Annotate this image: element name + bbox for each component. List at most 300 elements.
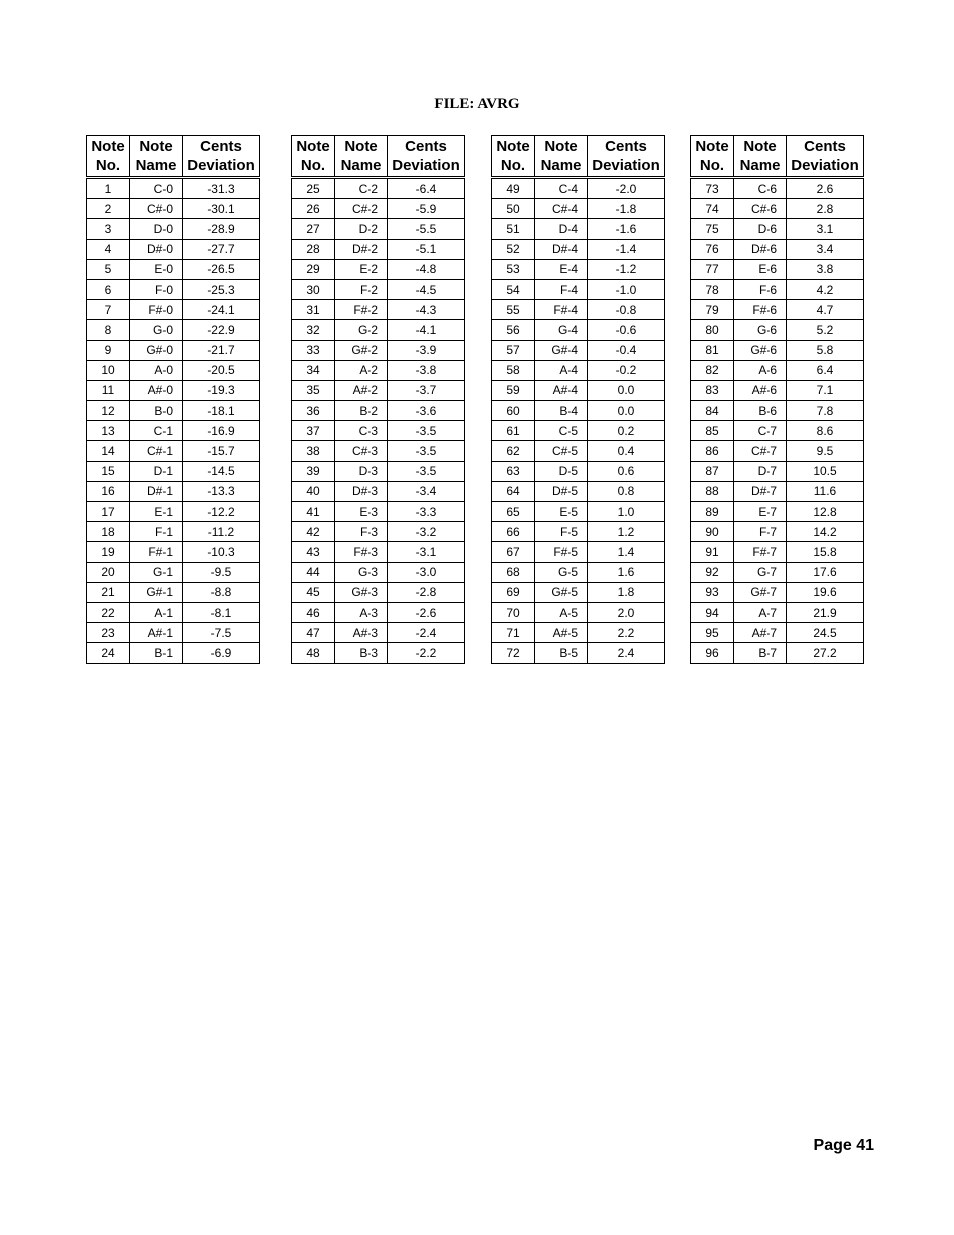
cents-table-2 <box>291 135 465 664</box>
table-row <box>87 441 260 461</box>
table-row <box>492 259 665 279</box>
note-no-cell: 48 <box>292 643 335 663</box>
table-row <box>87 582 260 602</box>
note-no-cell: 46 <box>292 602 335 622</box>
cents-cell: -3.4 <box>388 481 465 501</box>
table-row <box>87 401 260 421</box>
note-no-cell: 69 <box>492 582 535 602</box>
cents-cell: -19.3 <box>183 380 260 400</box>
note-name-cell: F-6 <box>734 279 787 299</box>
table-row <box>292 522 465 542</box>
note-name-cell: G#-0 <box>130 340 183 360</box>
note-name-cell: F-4 <box>535 279 588 299</box>
note-no-cell: 85 <box>691 421 734 441</box>
table-row <box>87 259 260 279</box>
table-row <box>691 643 864 663</box>
cents-cell: -11.2 <box>183 522 260 542</box>
table-row <box>691 401 864 421</box>
note-no-cell: 89 <box>691 502 734 522</box>
table-row <box>691 360 864 380</box>
note-name-cell: B-6 <box>734 401 787 421</box>
cents-cell: 12.8 <box>787 502 864 522</box>
cents-cell: -2.4 <box>388 623 465 643</box>
note-no-cell: 9 <box>87 340 130 360</box>
note-name-cell: G-5 <box>535 562 588 582</box>
cents-cell: -21.7 <box>183 340 260 360</box>
note-no-cell: 19 <box>87 542 130 562</box>
cents-cell: -6.4 <box>388 178 465 199</box>
note-no-cell: 2 <box>87 199 130 219</box>
note-name-cell: C-2 <box>335 178 388 199</box>
note-name-cell: E-1 <box>130 502 183 522</box>
cents-cell: 2.6 <box>787 178 864 199</box>
table-row <box>492 199 665 219</box>
note-name-cell: B-1 <box>130 643 183 663</box>
cents-cell: -3.5 <box>388 441 465 461</box>
note-name-cell: B-5 <box>535 643 588 663</box>
note-name-cell: G-4 <box>535 320 588 340</box>
note-no-cell: 64 <box>492 481 535 501</box>
note-name-cell: G-7 <box>734 562 787 582</box>
table-row <box>492 542 665 562</box>
note-name-cell: B-3 <box>335 643 388 663</box>
table-row <box>492 340 665 360</box>
table-row <box>492 360 665 380</box>
note-no-cell: 47 <box>292 623 335 643</box>
header-note-name: Note Name <box>535 136 588 178</box>
cents-cell: -27.7 <box>183 239 260 259</box>
note-no-cell: 92 <box>691 562 734 582</box>
note-no-cell: 82 <box>691 360 734 380</box>
note-no-cell: 49 <box>492 178 535 199</box>
cents-cell: -9.5 <box>183 562 260 582</box>
note-name-cell: G#-2 <box>335 340 388 360</box>
note-no-cell: 62 <box>492 441 535 461</box>
note-no-cell: 37 <box>292 421 335 441</box>
cents-cell: 2.4 <box>588 643 665 663</box>
note-no-cell: 53 <box>492 259 535 279</box>
note-no-cell: 42 <box>292 522 335 542</box>
header-note-no: Note No. <box>691 136 734 178</box>
header-note-name: Note Name <box>734 136 787 178</box>
note-name-cell: G-3 <box>335 562 388 582</box>
cents-cell: 1.6 <box>588 562 665 582</box>
note-no-cell: 1 <box>87 178 130 199</box>
table-row <box>87 320 260 340</box>
note-no-cell: 32 <box>292 320 335 340</box>
cents-cell: 1.4 <box>588 542 665 562</box>
note-no-cell: 31 <box>292 300 335 320</box>
note-no-cell: 50 <box>492 199 535 219</box>
note-name-cell: D#-5 <box>535 481 588 501</box>
note-no-cell: 77 <box>691 259 734 279</box>
note-name-cell: D#-3 <box>335 481 388 501</box>
note-name-cell: A#-4 <box>535 380 588 400</box>
cents-cell: 1.8 <box>588 582 665 602</box>
cents-cell: -2.0 <box>588 178 665 199</box>
note-no-cell: 25 <box>292 178 335 199</box>
note-no-cell: 71 <box>492 623 535 643</box>
cents-cell: -3.5 <box>388 421 465 441</box>
page-number: Page 41 <box>813 1137 874 1154</box>
cents-cell: 14.2 <box>787 522 864 542</box>
note-name-cell: B-2 <box>335 401 388 421</box>
table-row <box>492 582 665 602</box>
note-name-cell: F#-3 <box>335 542 388 562</box>
cents-cell: -0.4 <box>588 340 665 360</box>
note-no-cell: 28 <box>292 239 335 259</box>
note-no-cell: 22 <box>87 602 130 622</box>
table-row <box>292 401 465 421</box>
note-name-cell: F-7 <box>734 522 787 542</box>
note-no-cell: 95 <box>691 623 734 643</box>
cents-cell: -0.2 <box>588 360 665 380</box>
cents-cell: -1.6 <box>588 219 665 239</box>
cents-cell: -0.6 <box>588 320 665 340</box>
note-no-cell: 51 <box>492 219 535 239</box>
note-no-cell: 41 <box>292 502 335 522</box>
cents-cell: -0.8 <box>588 300 665 320</box>
header-cents-deviation: Cents Deviation <box>388 136 465 178</box>
table-row <box>292 481 465 501</box>
note-no-cell: 10 <box>87 360 130 380</box>
table-row <box>492 401 665 421</box>
table-row <box>492 461 665 481</box>
cents-cell: 27.2 <box>787 643 864 663</box>
note-name-cell: F-3 <box>335 522 388 542</box>
note-no-cell: 38 <box>292 441 335 461</box>
table-row <box>87 461 260 481</box>
note-name-cell: A-6 <box>734 360 787 380</box>
table-row <box>292 340 465 360</box>
table-row <box>691 199 864 219</box>
table-row <box>87 340 260 360</box>
cents-cell: 3.1 <box>787 219 864 239</box>
note-name-cell: D#-0 <box>130 239 183 259</box>
note-name-cell: G#-4 <box>535 340 588 360</box>
note-no-cell: 45 <box>292 582 335 602</box>
table-row <box>292 199 465 219</box>
note-no-cell: 56 <box>492 320 535 340</box>
note-no-cell: 96 <box>691 643 734 663</box>
table-row <box>87 481 260 501</box>
table-row <box>492 481 665 501</box>
note-no-cell: 90 <box>691 522 734 542</box>
note-name-cell: D#-6 <box>734 239 787 259</box>
cents-table-1 <box>86 135 260 664</box>
note-no-cell: 94 <box>691 602 734 622</box>
note-no-cell: 87 <box>691 461 734 481</box>
note-name-cell: F#-5 <box>535 542 588 562</box>
cents-cell: -4.5 <box>388 279 465 299</box>
cents-cell: -3.8 <box>388 360 465 380</box>
cents-cell: 9.5 <box>787 441 864 461</box>
note-name-cell: E-3 <box>335 502 388 522</box>
cents-cell: -26.5 <box>183 259 260 279</box>
note-no-cell: 72 <box>492 643 535 663</box>
table-row <box>292 542 465 562</box>
note-no-cell: 80 <box>691 320 734 340</box>
cents-cell: -2.6 <box>388 602 465 622</box>
note-no-cell: 57 <box>492 340 535 360</box>
cents-cell: -1.8 <box>588 199 665 219</box>
cents-cell: 0.2 <box>588 421 665 441</box>
note-name-cell: C-4 <box>535 178 588 199</box>
note-no-cell: 14 <box>87 441 130 461</box>
note-no-cell: 35 <box>292 380 335 400</box>
note-name-cell: G-1 <box>130 562 183 582</box>
note-name-cell: D#-7 <box>734 481 787 501</box>
table-row <box>492 279 665 299</box>
note-name-cell: D-4 <box>535 219 588 239</box>
cents-cell: -7.5 <box>183 623 260 643</box>
cents-cell: 10.5 <box>787 461 864 481</box>
cents-cell: -30.1 <box>183 199 260 219</box>
note-no-cell: 12 <box>87 401 130 421</box>
table-row <box>292 502 465 522</box>
note-name-cell: G-0 <box>130 320 183 340</box>
note-no-cell: 36 <box>292 401 335 421</box>
table-row <box>691 279 864 299</box>
note-name-cell: C-5 <box>535 421 588 441</box>
note-no-cell: 26 <box>292 199 335 219</box>
cents-cell: -4.8 <box>388 259 465 279</box>
note-no-cell: 13 <box>87 421 130 441</box>
cents-cell: -3.1 <box>388 542 465 562</box>
note-no-cell: 39 <box>292 461 335 481</box>
header-cents-deviation: Cents Deviation <box>588 136 665 178</box>
note-name-cell: B-7 <box>734 643 787 663</box>
table-row <box>292 219 465 239</box>
header-note-no: Note No. <box>87 136 130 178</box>
cents-cell: -5.5 <box>388 219 465 239</box>
cents-cell: -1.0 <box>588 279 665 299</box>
cents-cell: 0.4 <box>588 441 665 461</box>
table-row <box>492 441 665 461</box>
note-no-cell: 58 <box>492 360 535 380</box>
note-name-cell: G#-7 <box>734 582 787 602</box>
note-no-cell: 83 <box>691 380 734 400</box>
note-no-cell: 21 <box>87 582 130 602</box>
note-no-cell: 65 <box>492 502 535 522</box>
table-row <box>492 522 665 542</box>
cents-cell: -28.9 <box>183 219 260 239</box>
table-row <box>691 380 864 400</box>
note-name-cell: D-0 <box>130 219 183 239</box>
note-no-cell: 4 <box>87 239 130 259</box>
note-no-cell: 54 <box>492 279 535 299</box>
cents-cell: -13.3 <box>183 481 260 501</box>
table-row <box>292 380 465 400</box>
table-row <box>292 623 465 643</box>
note-name-cell: D#-4 <box>535 239 588 259</box>
table-row <box>87 360 260 380</box>
note-no-cell: 76 <box>691 239 734 259</box>
cents-cell: -2.2 <box>388 643 465 663</box>
table-row <box>87 239 260 259</box>
note-name-cell: G#-6 <box>734 340 787 360</box>
note-name-cell: E-5 <box>535 502 588 522</box>
header-note-no: Note No. <box>492 136 535 178</box>
header-cents-deviation: Cents Deviation <box>183 136 260 178</box>
table-row <box>691 602 864 622</box>
cents-cell: 7.8 <box>787 401 864 421</box>
note-name-cell: A-5 <box>535 602 588 622</box>
table-row <box>87 542 260 562</box>
cents-cell: 0.6 <box>588 461 665 481</box>
note-name-cell: C-1 <box>130 421 183 441</box>
cents-cell: -5.9 <box>388 199 465 219</box>
note-name-cell: C-6 <box>734 178 787 199</box>
table-row <box>292 239 465 259</box>
note-name-cell: A#-6 <box>734 380 787 400</box>
cents-cell: 21.9 <box>787 602 864 622</box>
table-row <box>691 259 864 279</box>
cents-cell: -12.2 <box>183 502 260 522</box>
note-name-cell: G#-3 <box>335 582 388 602</box>
note-name-cell: F-0 <box>130 279 183 299</box>
note-name-cell: D-5 <box>535 461 588 481</box>
table-row <box>292 643 465 663</box>
cents-cell: -3.7 <box>388 380 465 400</box>
note-name-cell: D-7 <box>734 461 787 481</box>
table-row <box>492 602 665 622</box>
note-no-cell: 52 <box>492 239 535 259</box>
table-row <box>87 421 260 441</box>
note-no-cell: 70 <box>492 602 535 622</box>
table-row <box>492 502 665 522</box>
table-row <box>87 562 260 582</box>
note-no-cell: 91 <box>691 542 734 562</box>
note-no-cell: 81 <box>691 340 734 360</box>
note-no-cell: 93 <box>691 582 734 602</box>
note-name-cell: A-0 <box>130 360 183 380</box>
note-name-cell: F#-7 <box>734 542 787 562</box>
cents-cell: 4.7 <box>787 300 864 320</box>
table-row <box>87 178 260 199</box>
note-no-cell: 44 <box>292 562 335 582</box>
cents-cell: -3.9 <box>388 340 465 360</box>
cents-cell: 6.4 <box>787 360 864 380</box>
cents-cell: -6.9 <box>183 643 260 663</box>
table-row <box>492 562 665 582</box>
cents-cell: -3.5 <box>388 461 465 481</box>
note-no-cell: 20 <box>87 562 130 582</box>
cents-cell: -5.1 <box>388 239 465 259</box>
table-row <box>292 582 465 602</box>
table-row <box>292 178 465 199</box>
cents-cell: 15.8 <box>787 542 864 562</box>
table-row <box>691 623 864 643</box>
note-no-cell: 68 <box>492 562 535 582</box>
table-row <box>691 219 864 239</box>
cents-cell: -3.0 <box>388 562 465 582</box>
cents-cell: -3.2 <box>388 522 465 542</box>
note-name-cell: D#-1 <box>130 481 183 501</box>
header-note-no: Note No. <box>292 136 335 178</box>
note-no-cell: 60 <box>492 401 535 421</box>
note-no-cell: 61 <box>492 421 535 441</box>
note-no-cell: 63 <box>492 461 535 481</box>
table-row <box>691 582 864 602</box>
note-name-cell: A-1 <box>130 602 183 622</box>
table-row <box>292 441 465 461</box>
cents-cell: -16.9 <box>183 421 260 441</box>
note-no-cell: 33 <box>292 340 335 360</box>
cents-cell: -1.2 <box>588 259 665 279</box>
table-row <box>87 219 260 239</box>
note-no-cell: 73 <box>691 178 734 199</box>
table-row <box>691 542 864 562</box>
note-no-cell: 66 <box>492 522 535 542</box>
note-no-cell: 40 <box>292 481 335 501</box>
note-name-cell: F#-4 <box>535 300 588 320</box>
cents-cell: 2.0 <box>588 602 665 622</box>
note-no-cell: 30 <box>292 279 335 299</box>
note-no-cell: 24 <box>87 643 130 663</box>
note-no-cell: 75 <box>691 219 734 239</box>
note-name-cell: A#-3 <box>335 623 388 643</box>
cents-cell: 1.2 <box>588 522 665 542</box>
note-no-cell: 67 <box>492 542 535 562</box>
note-no-cell: 11 <box>87 380 130 400</box>
note-name-cell: C#-2 <box>335 199 388 219</box>
note-name-cell: F#-0 <box>130 300 183 320</box>
note-name-cell: C-7 <box>734 421 787 441</box>
table-row <box>492 320 665 340</box>
table-row <box>292 259 465 279</box>
table-row <box>87 522 260 542</box>
cents-cell: 4.2 <box>787 279 864 299</box>
note-no-cell: 34 <box>292 360 335 380</box>
header-note-name: Note Name <box>130 136 183 178</box>
cents-cell: 5.2 <box>787 320 864 340</box>
cents-cell: -1.4 <box>588 239 665 259</box>
table-row <box>691 522 864 542</box>
cents-cell: -8.1 <box>183 602 260 622</box>
table-row <box>691 562 864 582</box>
table-row <box>87 380 260 400</box>
note-name-cell: C#-7 <box>734 441 787 461</box>
cents-cell: 3.8 <box>787 259 864 279</box>
table-row <box>292 360 465 380</box>
table-row <box>492 421 665 441</box>
note-no-cell: 16 <box>87 481 130 501</box>
note-no-cell: 3 <box>87 219 130 239</box>
note-name-cell: A#-7 <box>734 623 787 643</box>
note-name-cell: A#-5 <box>535 623 588 643</box>
table-row <box>691 320 864 340</box>
header-note-name: Note Name <box>335 136 388 178</box>
note-name-cell: E-6 <box>734 259 787 279</box>
table-row <box>87 199 260 219</box>
table-row <box>87 300 260 320</box>
note-name-cell: C#-5 <box>535 441 588 461</box>
table-row <box>492 178 665 199</box>
cents-table-3 <box>491 135 665 664</box>
table-row <box>292 300 465 320</box>
note-name-cell: B-0 <box>130 401 183 421</box>
note-name-cell: D-6 <box>734 219 787 239</box>
cents-cell: 3.4 <box>787 239 864 259</box>
table-row <box>492 219 665 239</box>
cents-cell: 0.0 <box>588 401 665 421</box>
note-name-cell: C#-6 <box>734 199 787 219</box>
note-name-cell: F-1 <box>130 522 183 542</box>
table-row <box>691 421 864 441</box>
cents-cell: -4.3 <box>388 300 465 320</box>
note-name-cell: E-2 <box>335 259 388 279</box>
